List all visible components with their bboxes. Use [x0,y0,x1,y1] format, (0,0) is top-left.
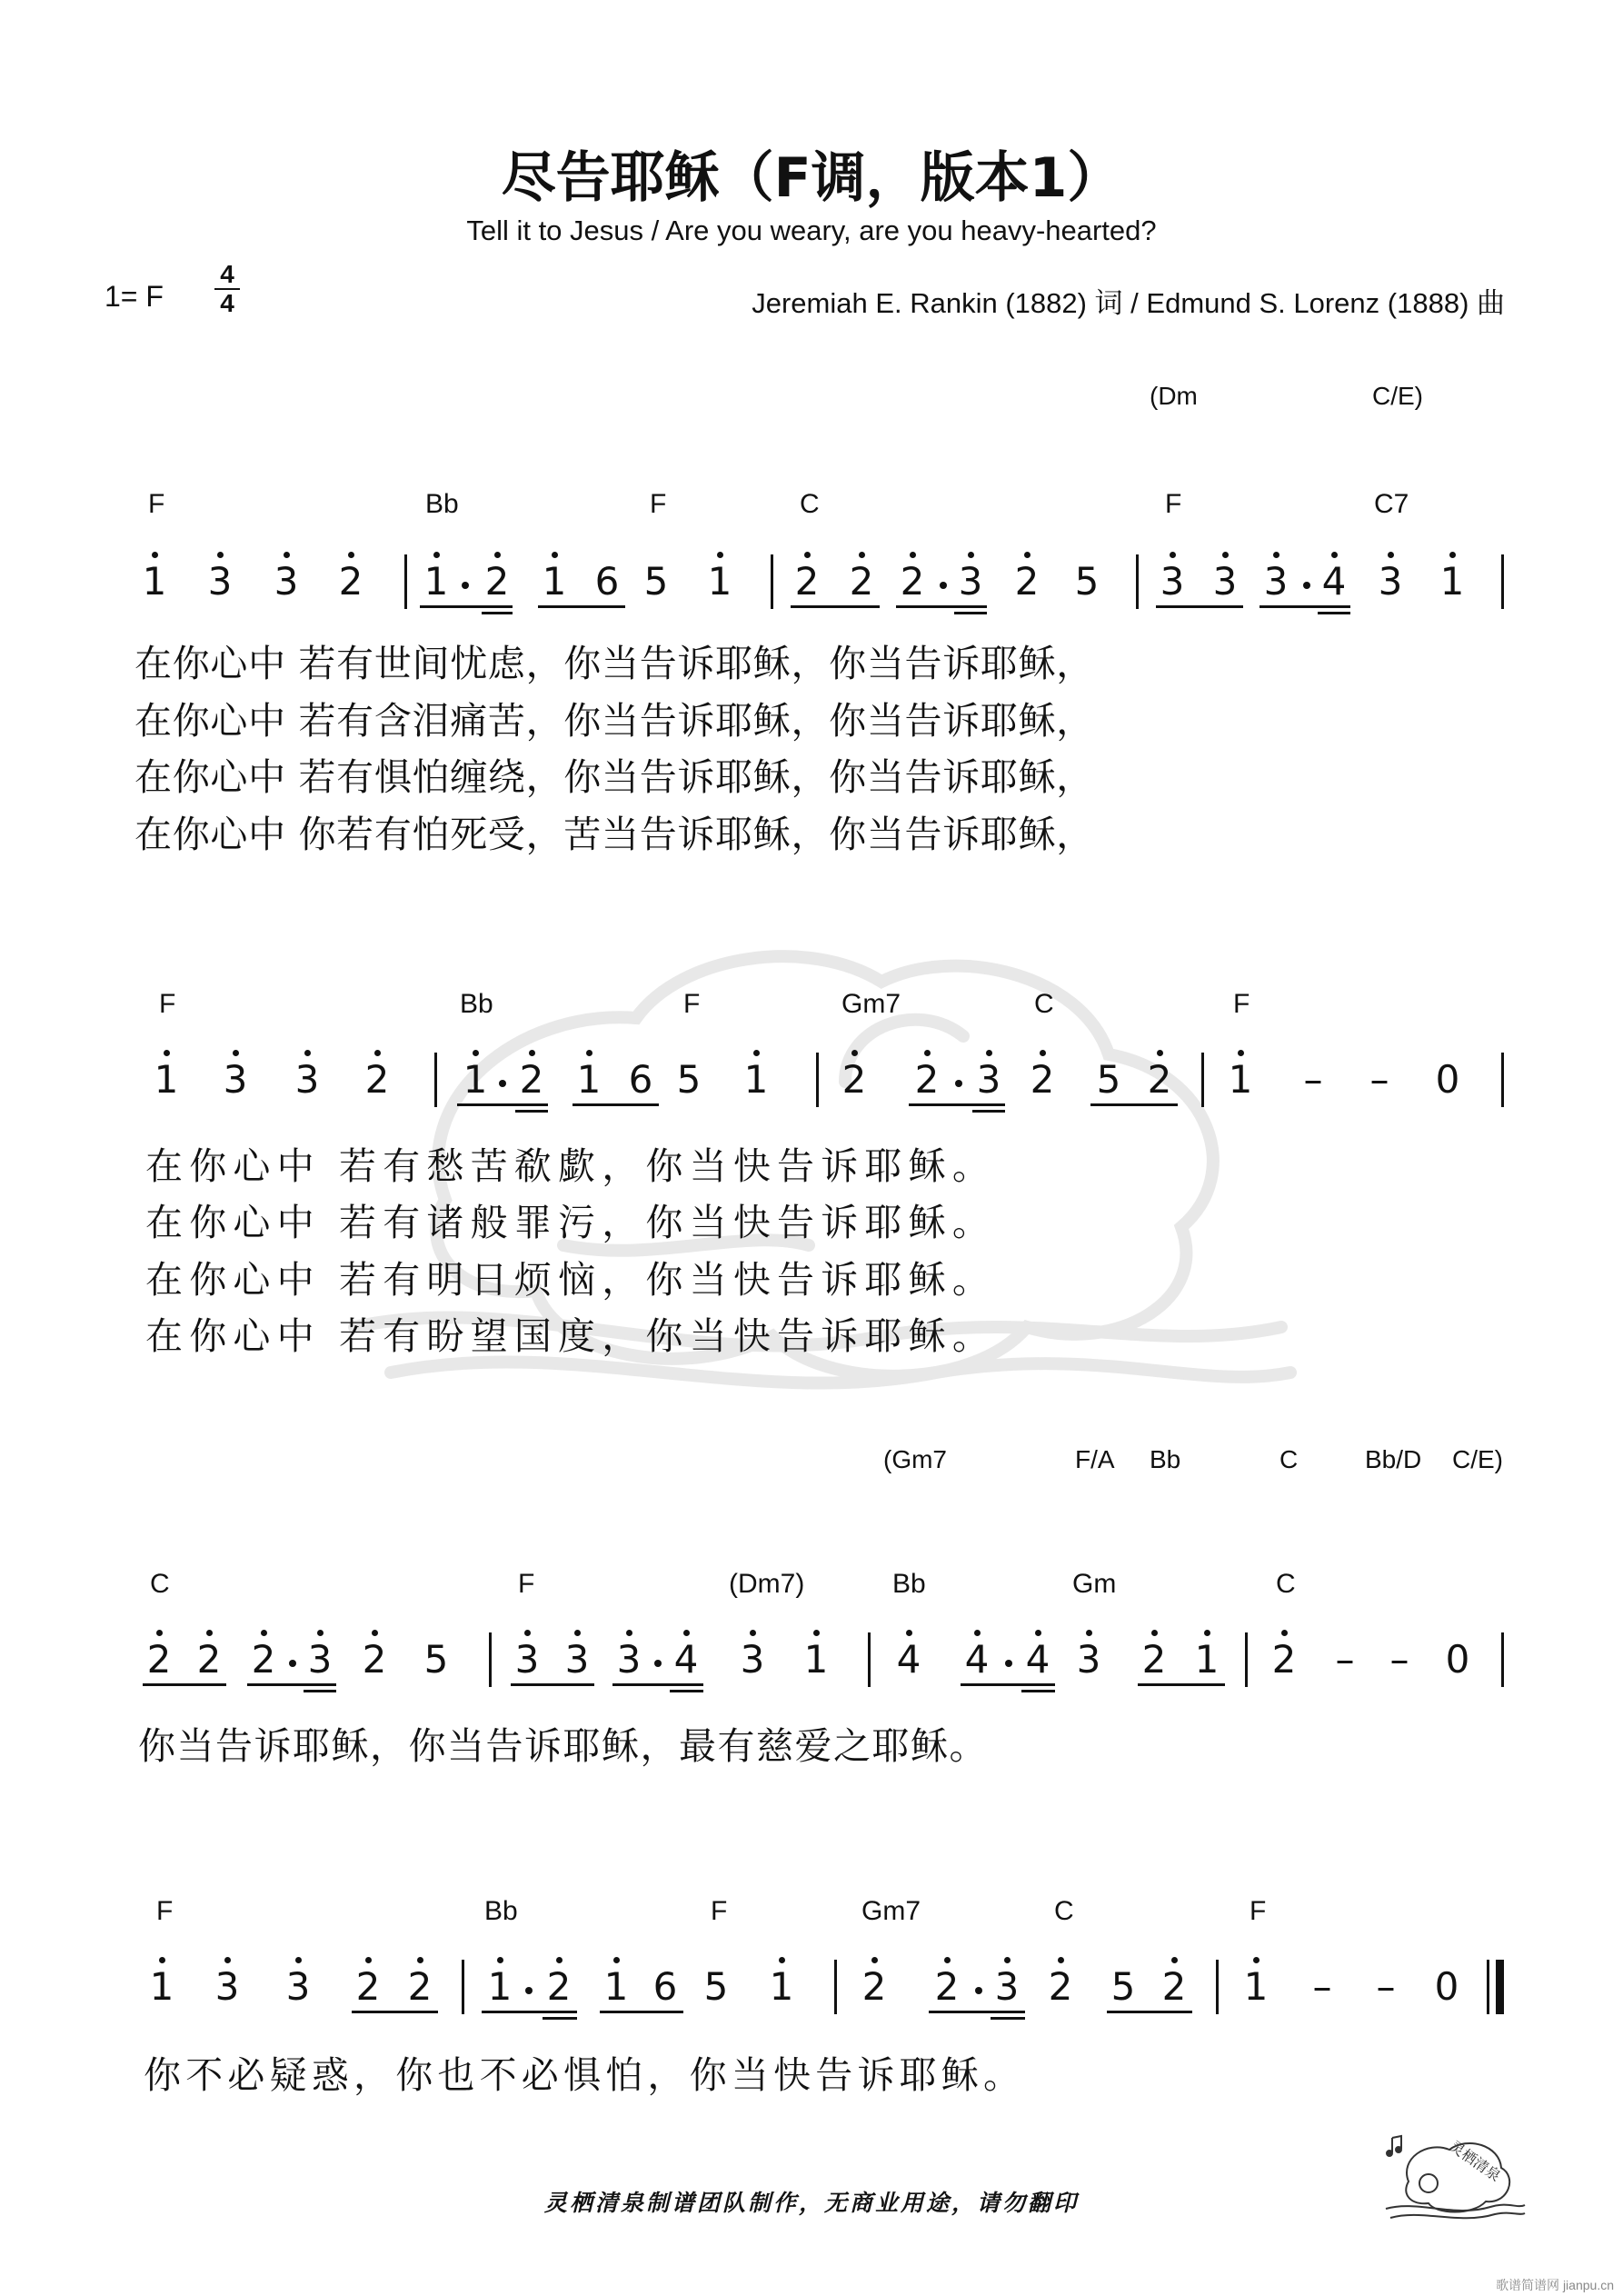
note: 0 [1445,1637,1470,1682]
chord-label: C [1054,1896,1074,1926]
note: 2 [245,1639,282,1681]
beam-underline [1021,1690,1055,1692]
beam-underline [538,605,625,608]
note: 3 [1154,561,1190,603]
note: 3 [971,1059,1007,1101]
key-signature: 1= F [105,280,164,313]
note: 3 [611,1639,647,1681]
barline [1201,1053,1204,1107]
beam-underline [612,1683,703,1686]
note: 5 [423,1637,449,1682]
beam-underline [573,1103,659,1106]
chord-label: F [650,489,667,519]
note: 3 [209,1966,245,2008]
barline [816,1053,819,1107]
note: 3 [1372,561,1409,603]
alt-chord-label: (Dm [1150,382,1198,410]
note: 3 [217,1059,254,1101]
beam-underline [482,612,513,614]
chord-label: Gm [1072,1569,1117,1599]
note: 3 [509,1639,545,1681]
score-subtitle: Tell it to Jesus / Are you weary, are you heavy-hearted? [466,215,1157,246]
note: 2 [894,561,931,603]
note: 4 [668,1639,704,1681]
note: 3 [1258,561,1294,603]
barline [489,1632,492,1687]
chord-label: Bb [484,1896,518,1926]
lyric-line: 你不必疑惑，你也不必惧怕，你当快告诉耶稣。 [144,2053,1026,2097]
barline [771,554,773,609]
note: 4 [891,1639,927,1681]
alt-chord-label: Bb [1150,1445,1181,1473]
beam-underline [954,612,987,614]
note: 1 [798,1639,834,1681]
logo-text: 灵栖清泉 [1446,2137,1504,2185]
note: 2 [929,1966,965,2008]
augmentation-dot [289,1660,296,1667]
barline [1487,1960,1489,2014]
note: 1 [1238,1966,1274,2008]
note: 4 [959,1639,995,1681]
note: 5 [1096,1057,1121,1102]
note: 2 [1042,1966,1079,2008]
augmentation-dot [1303,582,1310,589]
chord-label: F [518,1569,535,1599]
note: 5 [703,1964,729,2009]
sheep-logo-icon [1381,2127,1527,2227]
note: 2 [1141,1059,1178,1101]
final-barline [1496,1960,1504,2014]
note: 3 [1207,561,1243,603]
barline [834,1960,837,2014]
note: 3 [302,1639,338,1681]
beam-underline [511,1683,594,1686]
note: 3 [952,561,989,603]
barline [434,1053,437,1107]
lyric-line: 在你心中 你若有怕死受，苦当告诉耶稣，你当告诉耶稣， [134,813,1094,856]
chord-label: F [148,489,165,519]
note: 2 [402,1966,438,2008]
barline [1245,1632,1248,1687]
beam-underline [515,1110,548,1113]
chord-label: F [683,989,701,1019]
lyric-line: 在你心中 若有愁苦欷歔，你当快告诉耶稣。 [145,1144,997,1188]
note: – [1389,1637,1409,1682]
beam-underline [600,2011,683,2013]
note: 1 [763,1966,800,2008]
score-title: 尽告耶稣（F调，版本1） [501,146,1122,210]
note: 0 [1435,1057,1460,1102]
note: 1 [738,1059,774,1101]
chord-label: F [156,1896,174,1926]
note: 6 [628,1057,653,1102]
beam-underline [482,2011,577,2013]
chord-label: Bb [892,1569,926,1599]
note: 2 [513,1059,550,1101]
time-signature [211,262,244,316]
alt-chord-label: F/A [1075,1445,1115,1473]
lyric-line: 你当告诉耶稣，你当告诉耶稣，最有慈爱之耶稣。 [138,1724,988,1768]
note: 2 [191,1639,227,1681]
site-watermark: 歌谱简谱网 jianpu.cn [1496,2278,1614,2292]
beam-underline [543,2017,577,2020]
note: – [1369,1057,1389,1102]
lyric-line: 在你心中 若有含泪痛苦，你当告诉耶稣，你当告诉耶稣， [134,699,1094,743]
chord-label: F [1165,489,1182,519]
note: 4 [1020,1639,1056,1681]
beam-underline [352,2011,438,2013]
chord-label: Bb [460,989,493,1019]
beam-underline [1260,605,1350,608]
barline [462,1960,464,2014]
barline [868,1632,871,1687]
beam-underline [1107,2011,1192,2013]
note: 1 [1222,1059,1259,1101]
beam-underline [247,1683,336,1686]
note: 3 [559,1639,595,1681]
note: 2 [1136,1639,1172,1681]
beam-underline [1318,612,1350,614]
note: 2 [789,561,825,603]
note: 2 [843,561,880,603]
note: 3 [734,1639,771,1681]
beam-underline [457,1103,548,1106]
chord-label: C [1034,989,1054,1019]
note: – [1303,1057,1323,1102]
beam-underline [791,605,880,608]
beam-underline [1090,1103,1178,1106]
beam-underline [929,2011,1025,2013]
note: 2 [1266,1639,1302,1681]
note: 2 [1156,1966,1192,2008]
chord-label: Gm7 [841,989,901,1019]
note: – [1335,1637,1355,1682]
note: 6 [652,1964,678,2009]
note: 3 [202,561,238,603]
note: 3 [289,1059,325,1101]
barline [1501,1632,1504,1687]
beam-underline [304,1690,336,1692]
note: 2 [479,561,515,603]
beam-underline [1138,1683,1225,1686]
alt-chord-label: C/E) [1452,1445,1503,1473]
note: 2 [350,1966,386,2008]
note: 1 [571,1059,607,1101]
augmentation-dot [499,1080,506,1087]
note: 0 [1434,1964,1459,2009]
lyric-line: 在你心中 若有惧怕缠绕，你当告诉耶稣，你当告诉耶稣， [134,755,1094,799]
note: 1 [144,1966,180,2008]
note: 3 [280,1966,316,2008]
note: 1 [457,1059,493,1101]
chord-label: F [1233,989,1250,1019]
note: 1 [148,1059,184,1101]
beam-underline [991,2017,1025,2020]
note: 2 [359,1059,395,1101]
lyric-line: 在你心中 若有明日烦恼，你当快告诉耶稣。 [145,1258,997,1302]
time-signature-top: 4 [220,260,234,288]
beam-underline [896,605,987,608]
note: – [1376,1964,1396,2009]
note: 5 [643,559,669,604]
chord-label: C [800,489,820,519]
note: 4 [1316,561,1352,603]
beam-underline [1156,605,1243,608]
barline [1136,554,1139,609]
beam-underline [143,1683,226,1686]
augmentation-dot [654,1660,662,1667]
alt-chord-label: C [1279,1445,1299,1473]
note: 2 [541,1966,577,2008]
alt-chord-label: (Gm7 [883,1445,947,1473]
note: 1 [136,561,173,603]
chord-label: Bb [425,489,459,519]
barline [1501,554,1504,609]
time-signature-bottom: 4 [220,289,234,317]
note: 2 [1009,561,1045,603]
note: 2 [856,1966,892,2008]
lyric-line: 在你心中 若有诸般罪污，你当快告诉耶稣。 [145,1201,997,1244]
note: 1 [1434,561,1470,603]
barline [1501,1053,1504,1107]
note: 2 [141,1639,177,1681]
note: 5 [676,1057,702,1102]
note: 3 [268,561,304,603]
beam-underline [961,1683,1055,1686]
lyric-line: 在你心中 若有世间忧虑，你当告诉耶稣，你当告诉耶稣， [134,642,1094,685]
chord-label: F [159,989,176,1019]
barline [404,554,407,609]
barline [1216,1960,1219,2014]
alt-chord-label: C/E) [1372,382,1423,410]
alt-chord-label: Bb/D [1365,1445,1422,1473]
note: 2 [1024,1059,1060,1101]
beam-underline [420,605,513,608]
augmentation-dot [955,1080,962,1087]
beam-underline [909,1103,1005,1106]
chord-label: Gm7 [861,1896,921,1926]
note: 3 [1070,1639,1107,1681]
note: 1 [702,561,738,603]
note: 1 [418,561,454,603]
chord-label: F [1250,1896,1267,1926]
note: 1 [1189,1639,1225,1681]
beam-underline [972,1110,1005,1113]
note: – [1312,1964,1332,2009]
chord-label: C [1276,1569,1296,1599]
chord-label: F [711,1896,728,1926]
augmentation-dot [975,1987,982,1994]
lyric-line: 在你心中 若有盼望国度，你当快告诉耶稣。 [145,1314,997,1358]
beam-underline [670,1690,703,1692]
augmentation-dot [462,582,469,589]
note: 2 [356,1639,393,1681]
note: 6 [594,559,620,604]
note: 1 [482,1966,518,2008]
note: 5 [1110,1964,1136,2009]
note: 1 [598,1966,634,2008]
note: 2 [333,561,369,603]
footer-note: 灵栖清泉制谱团队制作，无商业用途，请勿翻印 [543,2190,1079,2216]
credits: Jeremiah E. Rankin (1882) 词 / Edmund S. Lorenz (1888) 曲 [752,287,1505,319]
chord-label: C7 [1374,489,1409,519]
note: 5 [1074,559,1100,604]
augmentation-dot [1005,1660,1012,1667]
note: 3 [989,1966,1025,2008]
note: 2 [836,1059,872,1101]
chord-label: (Dm7) [729,1569,805,1599]
chord-label: C [150,1569,170,1599]
augmentation-dot [525,1987,533,1994]
note: 1 [536,561,573,603]
augmentation-dot [940,582,947,589]
note: 2 [909,1059,945,1101]
